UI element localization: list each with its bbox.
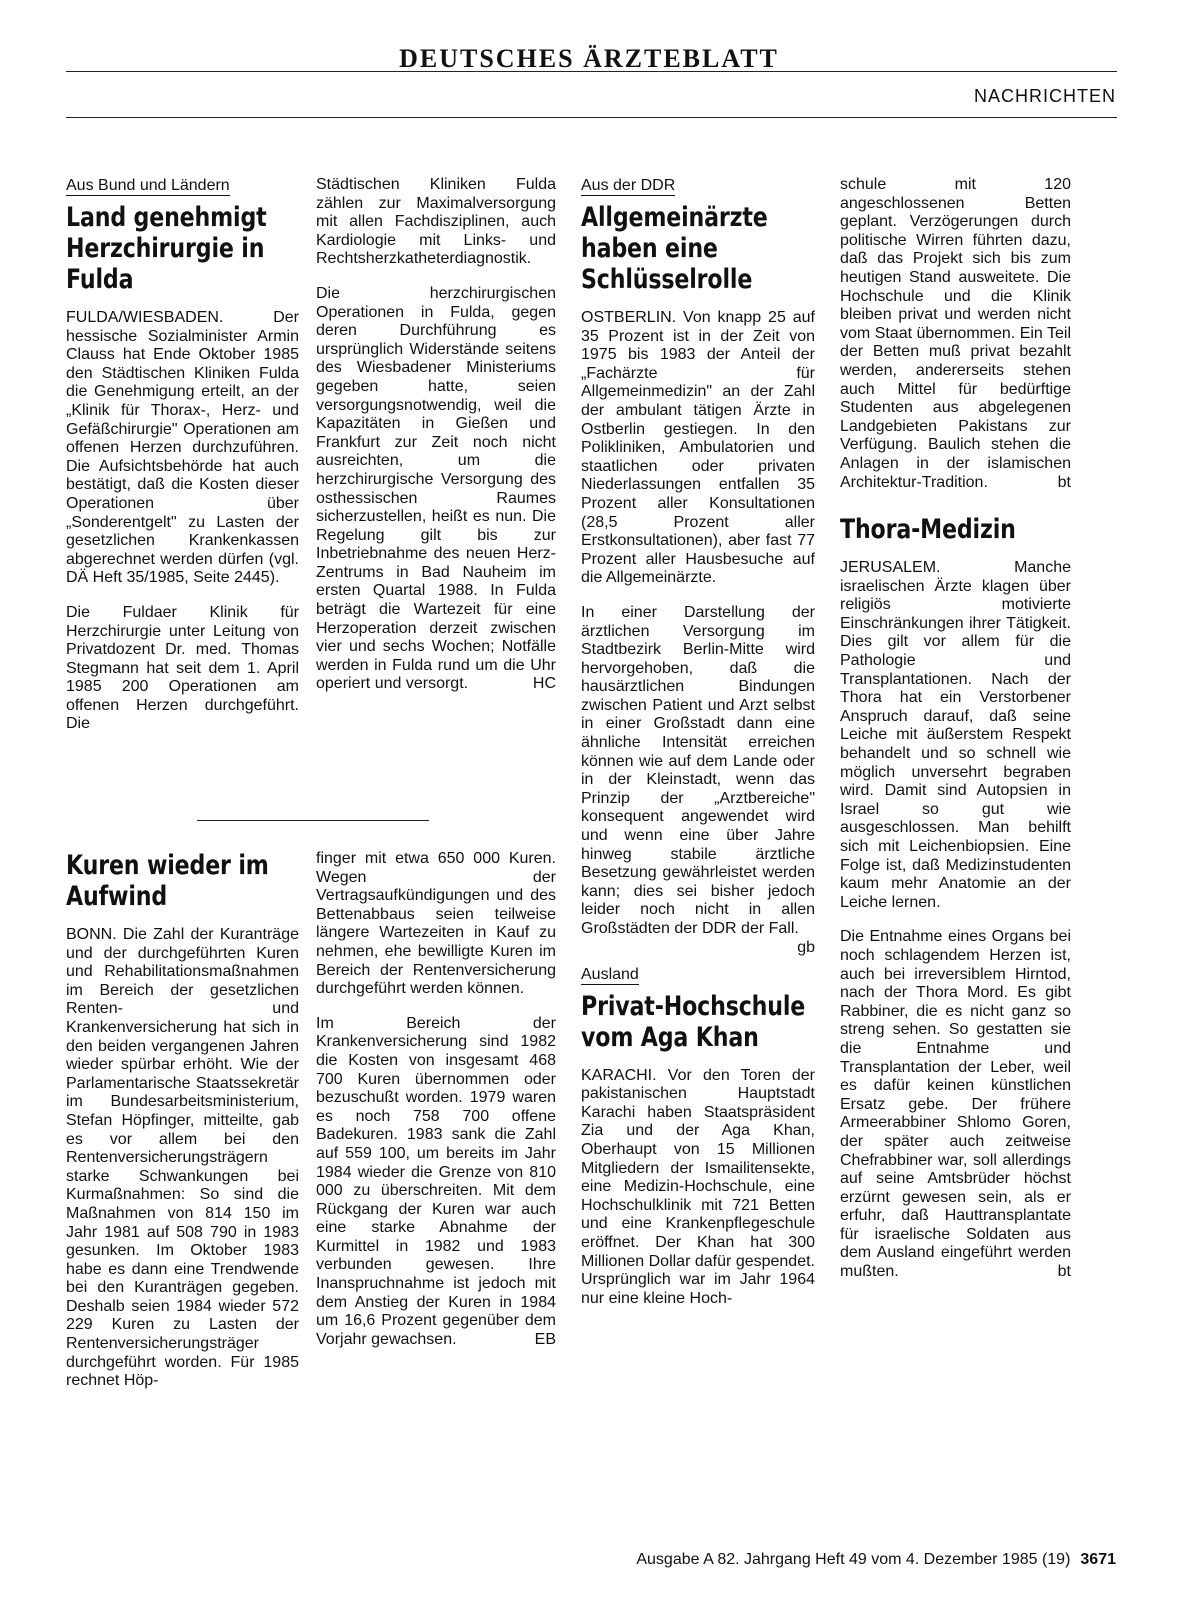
kuren-paragraph-2: finger mit etwa 650 000 Kuren. Wegen der Vertragsaufkündigungen und des Bettenabbaus seien teilweise längere Wartezeiten in Kauf zu nehmen, ehe bewilligte Kuren im Bereich der Rentenversicherung durchgeführt werden können. xyxy=(316,850,556,998)
ddr-paragraph-2: In einer Darstellung der ärztlichen Versorgung im Stadtbezirk Berlin-Mitte wird hervorgehoben, daß die hausärztlichen Bindungen zwischen Patient und Arzt selbst in einer Großstadt dann eine ähnliche Intensität erreichen können wie auf dem Lande oder in der Kleinstadt, wenn das Prinzip der „Arztbereiche" konsequent angewendet wird und wenn eine über Jahre hinweg stabile ärztliche Besetzung gewährleistet werden kann; dies sei bisher jedoch leider noch nicht in allen Großstädten der DDR der Fall. gb xyxy=(581,603,815,956)
fulda-paragraph-3: Städtischen Kliniken Fulda zählen zur Maximalversorgung mit allen Fachdisziplinen, auch Kardiologie mit Links- und Rechtsherzkatheterdiagnostik. xyxy=(316,176,556,268)
aga-paragraph-2: schule mit 120 angeschlossenen Betten geplant. Verzögerungen durch politische Wirren führten dazu, daß das Projekt sich bis zum heutigen Stand ausweitete. Die Hochschule und die Klinik bleiben privat und werden nicht vom Staat übernommen. Ein Teil der Betten muß privat bezahlt werden, andererseits stehen auch Mittel für bedürftige Studenten aus abgelegenen Landgebieten Pakistans zur Verfügung. Baulich stehen die Anlagen in der islamischen Architektur-Tradition. bt xyxy=(840,176,1071,491)
headline-thora: Thora-Medizin xyxy=(840,514,1016,546)
signature-kuren: EB xyxy=(534,1330,556,1348)
ddr-paragraph-1: OSTBERLIN. Von knapp 25 auf 35 Prozent ist in der Zeit von 1975 bis 1983 der Anteil der „Fachärzte für Allgemeinmedizin" an der Zahl der ambulant tätigen Ärzte in Ostberlin gestiegen. In den Polikliniken, Ambulatorien und staatlichen oder privaten Niederlassungen entfallen 35 Prozent aller Konsultationen (28,5 Prozent aller Erstkonsultationen), aber fast 77 Prozent aller Hausbesuche auf die Allgemeinärzte. xyxy=(581,309,815,587)
kuren-paragraph-3: Im Bereich der Krankenversicherung sind 1982 die Kosten von insgesamt 468 700 Kuren übernommen oder bezuschußt worden. 1979 waren es noch 758 700 offene Badekuren. 1983 sank die Zahl auf 559 100, um bereits im Jahr 1984 wieder die Grenze von 810 000 zu überschreiten. Mit dem Rückgang der Kuren war auch eine starke Abnahme der Kurmittel in 1982 und 1983 verbunden gewesen. Ihre Inanspruchnahme ist jedoch mit dem Anstieg der Kuren in 1984 um 16,6 Prozent gegenüber dem Vorjahr gewachsen. EB xyxy=(316,1014,556,1348)
headline-aga-khan: Privat-Hochschule vom Aga Khan xyxy=(581,990,806,1053)
fulda-paragraph-4: Die herzchirurgischen Operationen in Fulda, gegen deren Durchführung es ursprünglich Widerstände seitens des Wiesbadener Ministeriums gegeben hatte, seien versorgungsnotwendig, weil die Kapazitäten in Gießen und Frankfurt zur Zeit noch nicht ausreichten, um die herzchirurgische Versorgung des osthessischen Raumes sicherzustellen, heißt es nun. Die Regelung gilt bis zur Inbetriebnahme des neuen Herz-Zentrums in Bad Nauheim im ersten Quartal 1988. In Fulda beträgt die Wartezeit für eine Herzoperation derzeit zwischen vier und sechs Wochen; Notfälle werden in Fulda rund um die Uhr operiert und versorgt. HC xyxy=(316,284,556,693)
headline-fulda: Land genehmigt Herzchirurgie in Fulda xyxy=(66,202,267,295)
column-4 xyxy=(840,176,1071,1298)
article-kuren-col1 xyxy=(66,850,299,1407)
kicker-ddr: Aus der DDR xyxy=(581,177,676,194)
section-label: NACHRICHTEN xyxy=(973,86,1116,106)
kicker-ausland: Ausland xyxy=(581,965,639,983)
signature-fulda: HC xyxy=(532,675,556,693)
column-3 xyxy=(581,176,815,1324)
thora-paragraph-1: JERUSALEM. Manche israelischen Ärzte klagen über religiös motivierte Einschränkungen ihrer Tätigkeit. Dies gilt vor allem für die Pathologie und Transplantationen. Nach der Thora hat ein Verstorbener Anspruch darauf, daß seine Leiche mit äußerstem Respekt behandelt und so schnell wie möglich unversehrt begraben wird. Damit sind Autopsien in Israel so gut wie ausgeschlossen. Man behilft sich mit Leichenbiopsien. Eine Folge ist, daß Medizinstudenten kaum mehr Anatomie an der Leiche lernen. xyxy=(840,559,1071,911)
issue-info: Ausgabe A 82. Jahrgang Heft 49 vom 4. Dezember 1985 (19) xyxy=(636,1551,1071,1568)
signature-thora: bt xyxy=(1057,1263,1071,1281)
kuren-paragraph-1: BONN. Die Zahl der Kuranträge und der durchgeführten Kuren und Rehabilitationsmaßnahmen im Bereich der gesetzlichen Renten- und Krankenversicherung hat sich in den beiden vergangenen Jahren wieder spürbar erhöht. Wie der Parlamentarische Staatssekretär im Bundesarbeitsministerium, Stefan Höpfinger, mitteilte, gab es vor allem bei den Rentenversicherungsträgern starke Schwankungen bei Kurmaßnahmen: So sind die Maßnahmen von 814 150 im Jahr 1981 auf 508 790 in 1983 gesunken. Im Oktober 1983 habe es dann eine Trendwende bei den Kuranträgen gegeben. Deshalb seien 1984 wieder 572 229 Kuren zu Lasten der Rentenversicherungsträger durchgeführt worden. Für 1985 rechnet Höp- xyxy=(66,926,299,1390)
article-fulda-col1 xyxy=(66,176,299,750)
page-footer xyxy=(636,1551,1116,1569)
aga-paragraph-1: KARACHI. Vor den Toren der pakistanischen Hauptstadt Karachi haben Staatspräsident Zia und der Aga Khan, Oberhaupt von 15 Millionen Mitgliedern der Ismailitensekte, eine Medizin-Hochschule, eine Hochschulklinik mit 721 Betten und eine Krankenpflegeschule eröffnet. Der Khan hat 300 Millionen Dollar dafür gespendet. Ursprünglich war im Jahr 1964 nur eine kleine Hoch- xyxy=(581,1066,815,1307)
fulda-paragraph-2: Die Fuldaer Klinik für Herzchirurgie unter Leitung von Privatdozent Dr. med. Thomas Stegmann hat seit dem 1. April 1985 200 Operationen am offenen Herzen durchgeführt. Die xyxy=(66,603,299,733)
story-divider xyxy=(197,820,429,821)
article-kuren-col2 xyxy=(316,850,556,1365)
header-rule xyxy=(66,117,1117,118)
fulda-paragraph-1: FULDA/WIESBADEN. Der hessische Sozialminister Armin Clauss hat Ende Oktober 1985 den Städtischen Kliniken Fulda die Genehmigung erteilt, an der „Klinik für Thorax-, Herz- und Gefäßchirurgie" Operationen am offenen Herzen durchzuführen. Die Aufsichtsbehörde hat auch bestätigt, daß die Kosten dieser Operationen über „Sonderentgelt" zu Lasten der gesetzlichen Krankenkassen abgerechnet werden dürfen (vgl. DÄ Heft 35/1985, Seite 2445). xyxy=(66,309,299,587)
headline-ddr: Allgemeinärzte haben eine Schlüsselrolle xyxy=(581,202,768,295)
headline-kuren: Kuren wieder im Aufwind xyxy=(66,850,269,912)
masthead: DEUTSCHES ÄRZTEBLATT xyxy=(399,44,779,73)
article-fulda-col2 xyxy=(316,176,556,710)
thora-paragraph-2: Die Entnahme eines Organs bei noch schlagendem Herzen ist, auch bei irreversiblem Hirntod, nach der Thora Mord. Es gibt Rabbiner, die es nicht ganz so streng sehen. So gestatten sie die Entnahme und Transplantation der Leber, weil es dafür keinen künstlichen Ersatz gebe. Der frühere Armeerabbiner Shlomo Goren, der später auch zeitweise Chefrabbiner war, soll allerdings auf seine Amtsbrüder höchst erzürnt gewesen sein, als er erfuhr, daß Hauttransplantate für israelische Soldaten aus dem Ausland eingeführt werden mußten. bt xyxy=(840,928,1071,1281)
kicker-fulda: Aus Bund und Ländern xyxy=(66,177,230,194)
signature-aga: bt xyxy=(1057,473,1071,491)
page-number: 3671 xyxy=(1080,1551,1116,1568)
signature-ddr: gb xyxy=(797,938,815,956)
masthead-rule xyxy=(66,71,1117,72)
